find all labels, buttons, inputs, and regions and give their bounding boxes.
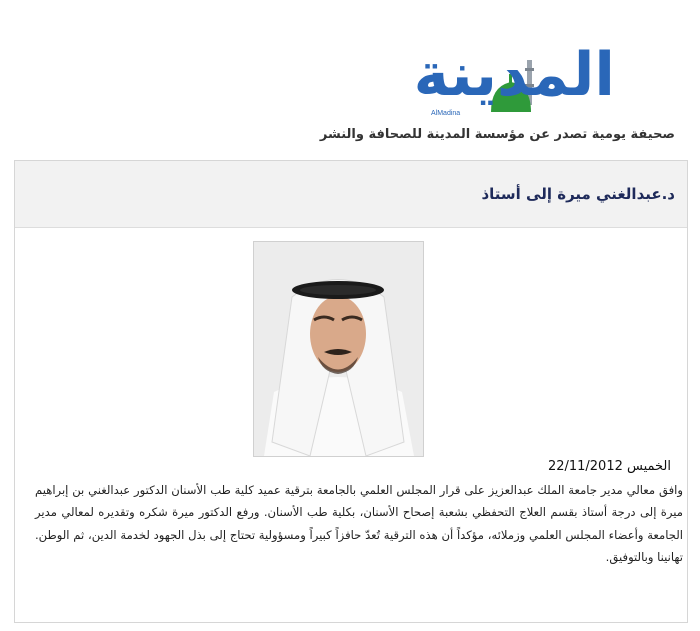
publication-date (548, 459, 671, 474)
person-portrait-icon (254, 242, 423, 456)
masthead (0, 0, 700, 160)
article-card (14, 160, 688, 623)
portrait-photo (253, 241, 424, 457)
publication-date-value: 22/11/2012 (547, 459, 623, 474)
article-title: د.عبدالغني ميرة إلى أستاذ (481, 185, 675, 203)
article-body: وافق معالي مدير جامعة الملك عبدالعزيز على قرار المجلس العلمي بالجامعة بترقية عميد كلية طب الأسنان الدكتور عبدالغني بن إبراهيم ميرة إلى درجة أستاذ بقسم العلاج التحفظي بشعبة إصحاح الأسنان، بكلية طب الأسنان. ورفع الدكتور ميرة شكره وتقديره لمعالي مدير الجامعة وأعضاء المجلس العلمي وزملائه، مؤكداً أن هذه الترقية تُعدّ حافزاً كبيراً ومسؤولية تحتاج إلى بذل الجهود لخدمة الدين، ثم الوطن. تهانينا وبالتوفيق. (35, 483, 683, 565)
logo-latin-caption: AlMadina (431, 110, 461, 117)
newspaper-tagline: صحيفة يومية تصدر عن مؤسسة المدينة للصحافة والنشر (319, 127, 675, 142)
logo-wordmark: المدينة (413, 40, 615, 110)
newspaper-logo[interactable] (413, 40, 615, 120)
publication-day: الخميس (627, 459, 671, 474)
article-title-bar (15, 161, 687, 228)
